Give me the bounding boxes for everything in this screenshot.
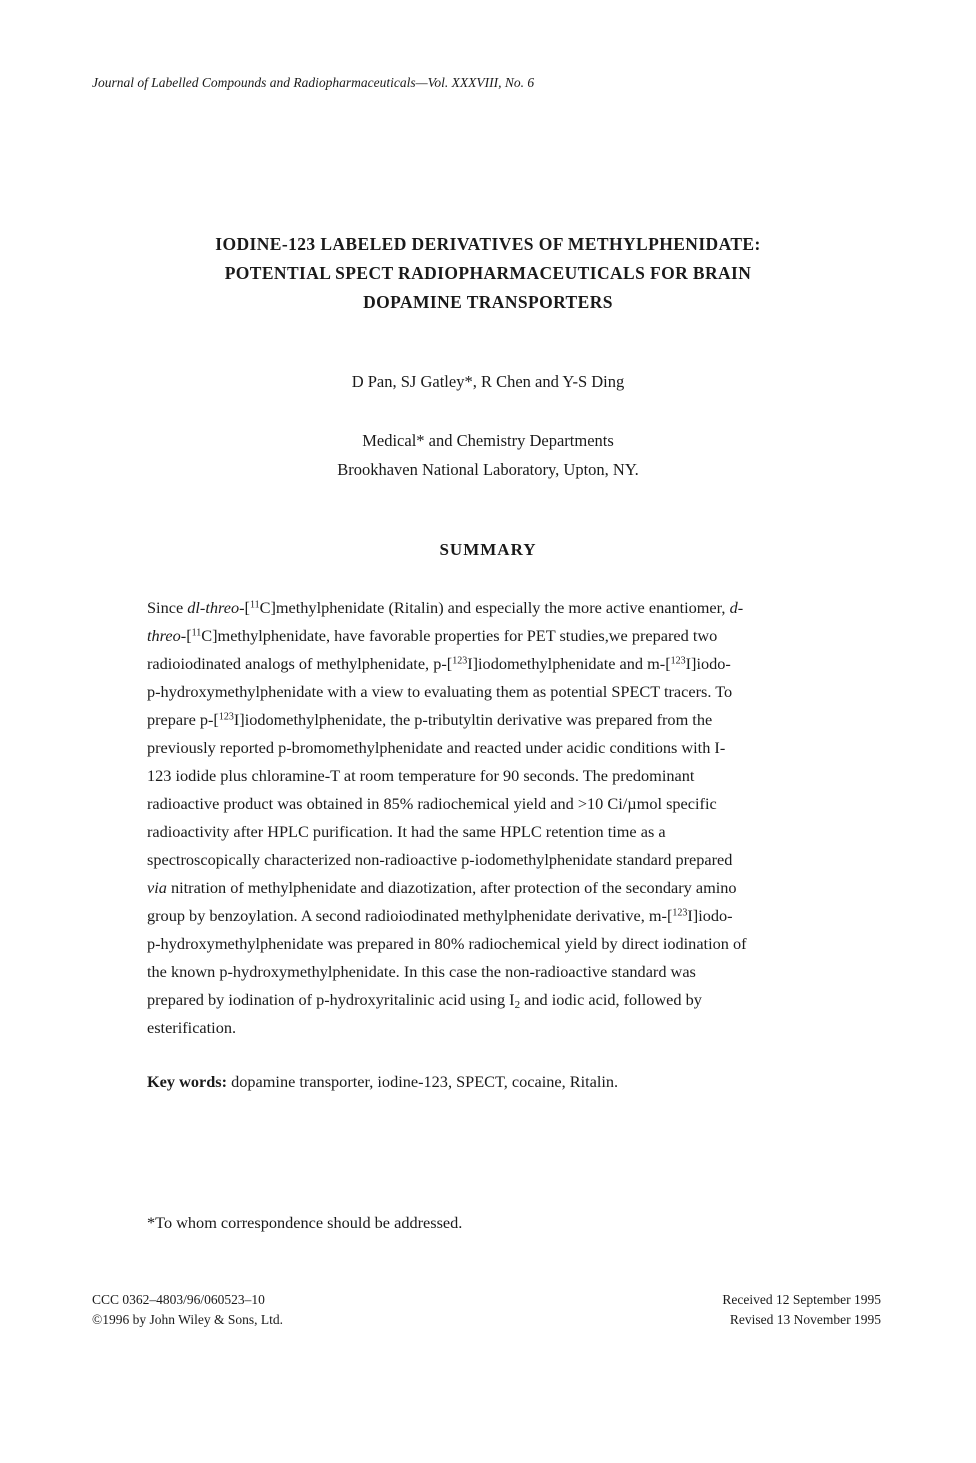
text: prepared by iodination of p-hydroxyritalinic acid using I <box>147 990 515 1009</box>
summary-heading: SUMMARY <box>439 540 537 559</box>
footer-right <box>722 1290 881 1330</box>
affiliation-line-2: Brookhaven National Laboratory, Upton, NY. <box>337 460 639 479</box>
text: and iodic acid, followed by <box>520 990 702 1009</box>
italic-text: threo- <box>147 626 187 645</box>
text: I]iodo- <box>687 906 733 925</box>
superscript: 123 <box>670 655 686 667</box>
text: I]iodomethylphenidate and m-[ <box>467 654 671 673</box>
italic-text: via <box>147 878 167 897</box>
summary-line: esterification. <box>147 1018 237 1037</box>
text: nitration of methylphenidate and diazotization, after protection of the secondary amino <box>166 878 737 897</box>
summary-line: p-hydroxymethylphenidate was prepared in 80% radiochemical yield by direct iodination of <box>147 934 747 953</box>
subscript: 2 <box>514 998 521 1011</box>
title-line-3: DOPAMINE TRANSPORTERS <box>363 292 613 312</box>
superscript: 123 <box>672 907 688 919</box>
keywords-label: Key words: <box>147 1072 228 1091</box>
title-line-2: POTENTIAL SPECT RADIOPHARMACEUTICALS FOR BRAIN <box>224 263 752 283</box>
summary-line <box>147 622 837 650</box>
summary-line: radioactivity after HPLC purification. It had the same HPLC retention time as a <box>147 822 666 841</box>
summary-line <box>147 902 837 930</box>
summary-line <box>147 594 837 622</box>
keywords-text: dopamine transporter, iodine-123, SPECT, cocaine, Ritalin. <box>227 1072 619 1091</box>
italic-text: dl-threo- <box>187 598 245 617</box>
revised-date: Revised 13 November 1995 <box>729 1312 881 1327</box>
summary-line: previously reported p-bromomethylphenidate and reacted under acidic conditions with I- <box>147 738 726 757</box>
text: radioiodinated analogs of methylphenidate, p-[ <box>147 654 453 673</box>
summary-line: spectroscopically characterized non-radioactive p-iodomethylphenidate standard prepared <box>147 850 733 869</box>
summary-line <box>147 874 837 902</box>
italic-text: d- <box>729 598 744 617</box>
keywords <box>147 1072 618 1092</box>
received-date: Received 12 September 1995 <box>722 1292 881 1307</box>
authors: D Pan, SJ Gatley*, R Chen and Y-S Ding <box>351 372 625 391</box>
text: I]iodomethylphenidate, the p-tributyltin derivative was prepared from the <box>233 710 713 729</box>
text: [ <box>186 626 192 645</box>
text: C]methylphenidate (Ritalin) and especially the more active enantiomer, <box>259 598 730 617</box>
ccc-code: CCC 0362–4803/96/060523–10 <box>92 1292 265 1307</box>
summary-line: p-hydroxymethylphenidate with a view to evaluating them as potential SPECT tracers. To <box>147 682 733 701</box>
copyright: ©1996 by John Wiley & Sons, Ltd. <box>92 1312 283 1327</box>
superscript: 123 <box>218 711 234 723</box>
text: Since <box>147 598 188 617</box>
text: group by benzoylation. A second radioiodinated methylphenidate derivative, m-[ <box>147 906 673 925</box>
summary-body <box>147 594 837 1042</box>
summary-line: radioactive product was obtained in 85% radiochemical yield and >10 Ci/µmol specific <box>147 794 717 813</box>
summary-line <box>147 650 837 678</box>
affiliation <box>0 426 976 484</box>
title-line-1: IODINE-123 LABELED DERIVATIVES OF METHYLPHENIDATE: <box>215 234 761 254</box>
journal-header: Journal of Labelled Compounds and Radiopharmaceuticals—Vol. XXXVIII, No. 6 <box>92 75 535 90</box>
text: I]iodo- <box>685 654 731 673</box>
text: prepare p-[ <box>147 710 219 729</box>
text: C]methylphenidate, have favorable properties for PET studies,we prepared two <box>201 626 718 645</box>
superscript: 11 <box>191 627 202 639</box>
text: [ <box>244 598 250 617</box>
correspondence-note: *To whom correspondence should be addressed. <box>147 1213 463 1232</box>
superscript: 123 <box>452 655 468 667</box>
summary-line <box>147 986 837 1014</box>
paper-title <box>0 230 976 317</box>
footer-left <box>92 1290 283 1330</box>
superscript: 11 <box>249 599 260 611</box>
summary-line <box>147 706 837 734</box>
summary-line: the known p-hydroxymethylphenidate. In this case the non-radioactive standard was <box>147 962 696 981</box>
affiliation-line-1: Medical* and Chemistry Departments <box>362 431 614 450</box>
summary-line: 123 iodide plus chloramine-T at room temperature for 90 seconds. The predominant <box>147 766 695 785</box>
